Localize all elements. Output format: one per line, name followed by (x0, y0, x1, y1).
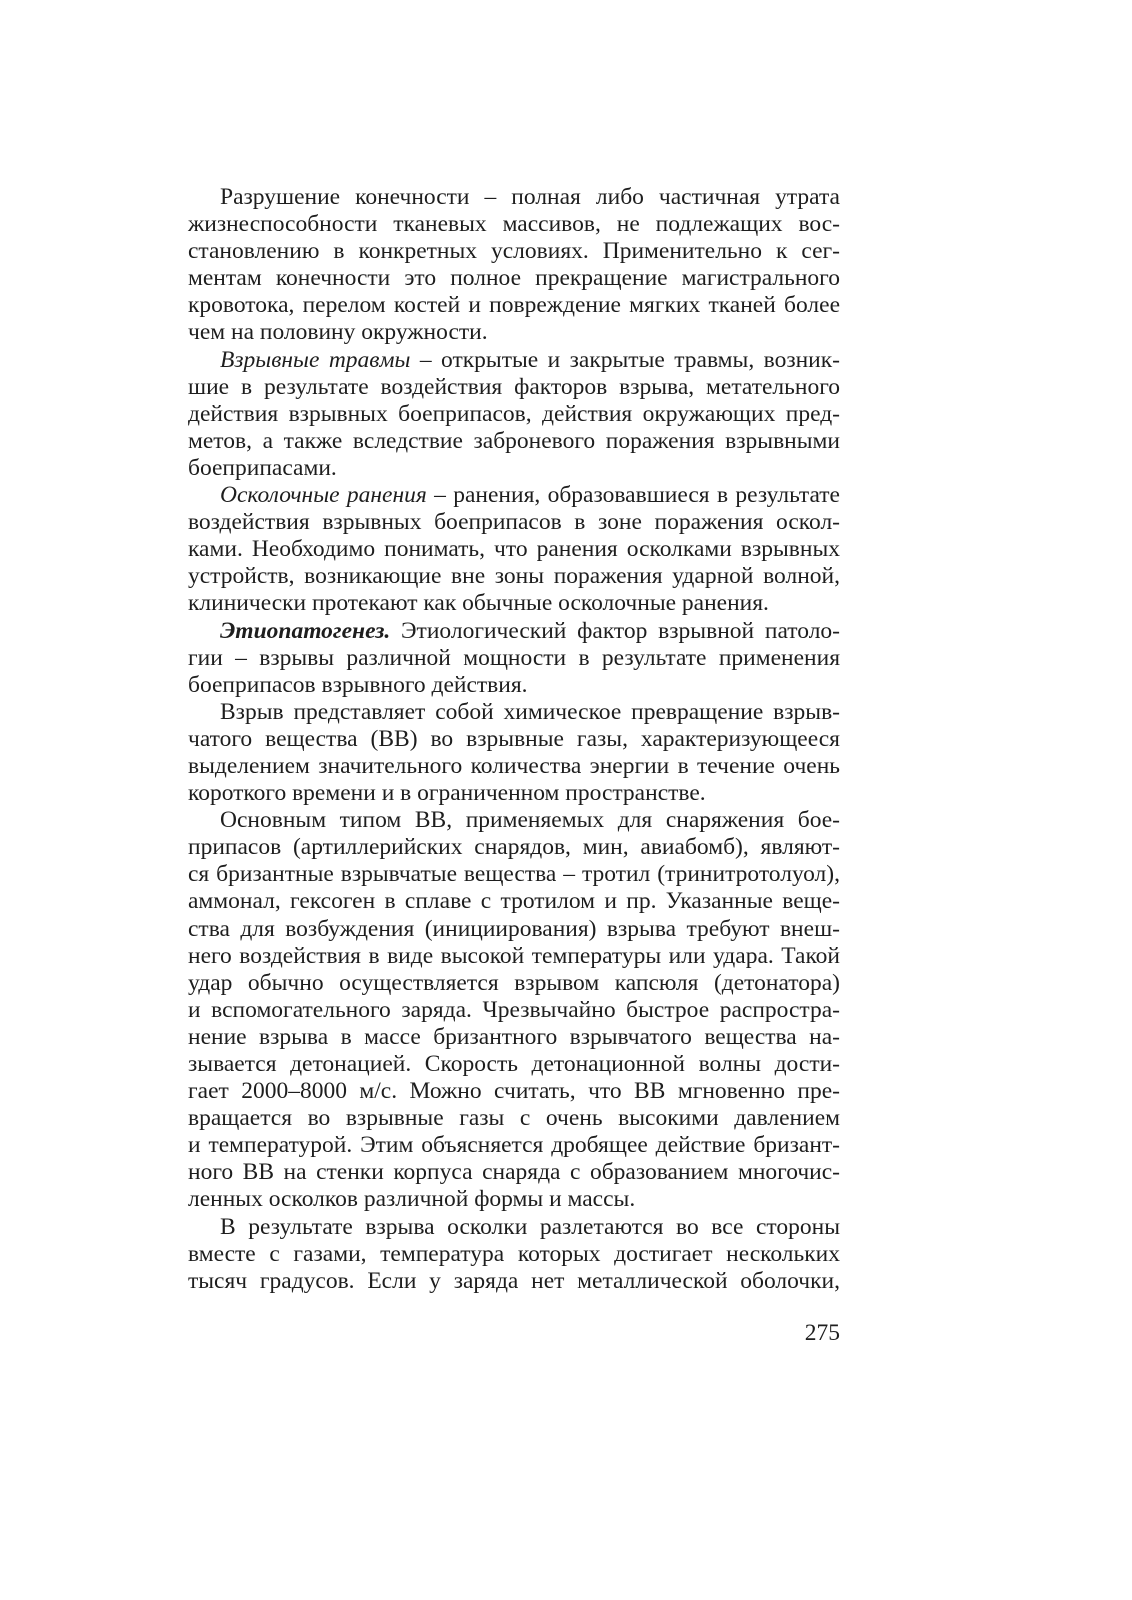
text-line: гии – взрывы различной мощности в результате применения (188, 644, 840, 671)
text-line: метов, а также вследствие заброневого поражения взрывными (188, 427, 840, 454)
text-line: и вспомогательного заряда. Чрезвычайно быстрое распростра- (188, 996, 840, 1023)
text-line: кровотока, перелом костей и повреждение мягких тканей более (188, 292, 840, 319)
page-number: 275 (804, 1320, 840, 1346)
paragraph-explosive-types (188, 807, 840, 1213)
text-line: Основным типом ВВ, применяемых для снаряжения бое- (220, 807, 840, 834)
text-line: нение взрыва в массе бризантного взрывчатого вещества на- (188, 1023, 840, 1050)
text-line: выделением значительного количества энергии в течение очень (188, 752, 840, 779)
text-line: зывается детонацией. Скорость детонационной волны дости- (188, 1051, 840, 1077)
paragraph-explosive-trauma (188, 347, 840, 482)
body-text (188, 184, 840, 1295)
text-line: Взрыв представляет собой химическое превращение взрыв- (220, 698, 840, 725)
text-line: удар обычно осуществляется взрывом капсюля (детонатора) (188, 969, 840, 996)
term-etiopathogenesis: Этиопатогенез. (220, 617, 391, 644)
text-line: ками. Необходимо понимать, что ранения осколками взрывных (188, 536, 840, 563)
text-line: аммонал, гексоген в сплаве с тротилом и пр. Указанные веще- (188, 888, 840, 915)
text-line: боеприпасами. (188, 454, 337, 481)
paragraph-fragment-wounds (188, 482, 840, 617)
term-fragment-wounds: Осколочные ранения (220, 482, 427, 509)
text-line: устройств, возникающие вне зоны поражения ударной волной, (188, 563, 840, 590)
text-line: ного ВВ на стенки корпуса снаряда с образованием многочис- (188, 1159, 840, 1186)
paragraph-fragment-dispersion (188, 1214, 840, 1295)
text-line: шие в результате воздействия факторов взрыва, метательного (188, 373, 840, 400)
text-line: ся бризантные взрывчатые вещества – тротил (тринитротолуол), (188, 861, 840, 888)
text-line: жизнеспособности тканевых массивов, не подлежащих вос- (188, 211, 840, 238)
text-line: вращается во взрывные газы с очень высокими давлением (188, 1105, 840, 1132)
text-line (188, 618, 840, 645)
text-line: тысяч градусов. Если у заряда нет металлической оболочки, (188, 1267, 840, 1294)
paragraph-limb-destruction (188, 184, 840, 347)
text-line (188, 347, 840, 374)
text-line: чатого вещества (ВВ) во взрывные газы, характеризующееся (188, 725, 840, 752)
paragraph-etiopathogenesis (188, 618, 840, 699)
text-line: действия взрывных боеприпасов, действия окружающих пред- (188, 400, 840, 427)
paragraph-explosion-definition (188, 699, 840, 807)
text-line-rest: – открытые и закрытые травмы, возник- (410, 346, 840, 373)
text-line: ленных осколков различной формы и массы. (188, 1186, 636, 1213)
text-line: В результате взрыва осколки разлетаются во все стороны (220, 1213, 840, 1240)
text-line: Разрушение конечности – полная либо частичная утрата (220, 184, 840, 210)
text-line: ментам конечности это полное прекращение магистрального (188, 265, 840, 292)
term-explosive-trauma: Взрывные травмы (220, 346, 411, 373)
text-line: гает 2000–8000 м/с. Можно считать, что ВВ мгновенно пре- (188, 1078, 840, 1105)
text-line: клинически протекают как обычные осколочные ранения. (188, 590, 769, 617)
text-line-rest: Этиологический фактор взрывной патоло- (390, 617, 840, 644)
text-line: вместе с газами, температура которых достигает нескольких (188, 1240, 840, 1267)
text-line-rest: – ранения, образовавшиеся в результате (426, 482, 840, 509)
text-line: становлению в конкретных условиях. Применительно к сег- (188, 238, 840, 265)
text-line: воздействия взрывных боеприпасов в зоне поражения оскол- (188, 509, 840, 536)
text-line: чем на половину окружности. (188, 319, 488, 346)
text-line: него воздействия в виде высокой температуры или удара. Такой (188, 942, 840, 969)
text-line: припасов (артиллерийских снарядов, мин, авиабомб), являют- (188, 834, 840, 861)
text-line: ства для возбуждения (инициирования) взрыва требуют внеш- (188, 915, 840, 942)
text-line: короткого времени и в ограниченном пространстве. (188, 780, 706, 807)
text-line: и температурой. Этим объясняется дробящее действие бризант- (188, 1132, 840, 1159)
text-line (188, 482, 840, 509)
text-line: боеприпасов взрывного действия. (188, 671, 528, 698)
